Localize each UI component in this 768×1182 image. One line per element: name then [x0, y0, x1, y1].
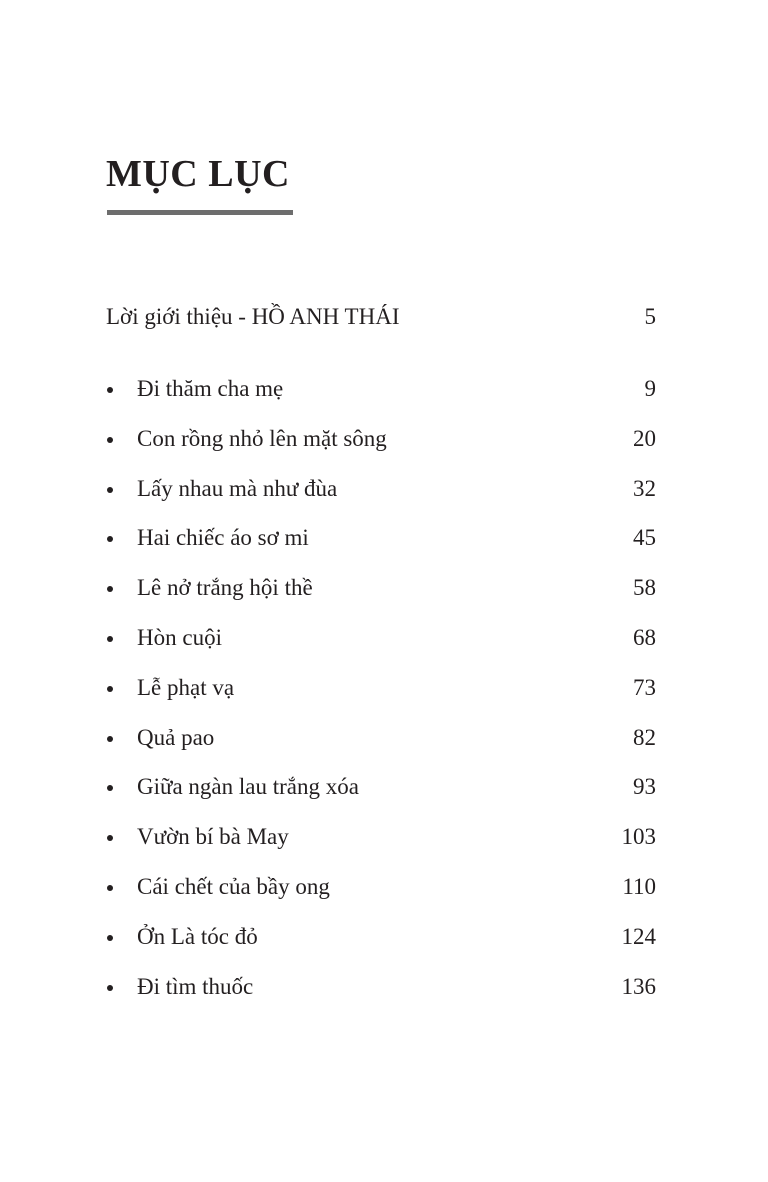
- bullet-icon: [107, 586, 113, 592]
- toc-label: Con rồng nhỏ lên mặt sông: [137, 425, 387, 451]
- toc-label: Giữa ngàn lau trắng xóa: [137, 774, 359, 800]
- bullet-icon: [107, 487, 113, 493]
- toc-label: Đi thăm cha mẹ: [137, 376, 284, 401]
- toc-item[interactable]: [106, 374, 656, 404]
- toc-label: Lê nở trắng hội thề: [137, 575, 313, 601]
- bullet-icon: [107, 686, 113, 692]
- toc-label: Hai chiếc áo sơ mi: [137, 525, 309, 551]
- toc-label: Hòn cuội: [137, 625, 222, 650]
- toc-item[interactable]: [106, 723, 656, 753]
- bullet-icon: [107, 536, 113, 542]
- toc-label: Lễ phạt vạ: [137, 674, 235, 700]
- toc-item[interactable]: [106, 573, 656, 603]
- toc-item[interactable]: [106, 822, 656, 852]
- toc-item[interactable]: [106, 523, 656, 553]
- bullet-icon: [107, 935, 113, 941]
- bullet-icon: [107, 885, 113, 891]
- toc-page-number: 82: [633, 724, 656, 750]
- bullet-icon: [107, 835, 113, 841]
- toc-page-number: 136: [621, 973, 656, 999]
- toc-page-number: 9: [644, 376, 656, 401]
- title-underline: [107, 210, 293, 215]
- toc-label: Đi tìm thuốc: [137, 973, 254, 999]
- toc-page-number: 103: [621, 824, 656, 850]
- bullet-icon: [107, 636, 113, 642]
- toc-item[interactable]: [106, 424, 656, 454]
- toc-page-number: 32: [633, 475, 656, 501]
- toc-page-number: 124: [621, 923, 656, 949]
- toc-page-number: 93: [633, 774, 656, 800]
- page-title: MỤC LỤC: [106, 153, 290, 195]
- bullet-icon: [107, 985, 113, 991]
- bullet-icon: [107, 437, 113, 443]
- toc-page-number: 110: [622, 874, 656, 899]
- toc-page-number: 45: [633, 525, 656, 551]
- toc-page-number: 5: [644, 304, 656, 329]
- toc-label: Cái chết của bầy ong: [137, 874, 330, 899]
- toc-item[interactable]: [106, 673, 656, 703]
- bullet-icon: [107, 387, 113, 393]
- toc-item[interactable]: [106, 872, 656, 902]
- toc-page-number: 73: [633, 674, 656, 700]
- toc-page-number: 58: [633, 575, 656, 601]
- toc-item[interactable]: [106, 772, 656, 802]
- toc-label: Lời giới thiệu - HỒ ANH THÁI: [106, 304, 400, 329]
- bullet-icon: [107, 785, 113, 791]
- toc-label: Vườn bí bà May: [137, 824, 289, 850]
- toc-page-number: 20: [633, 425, 656, 451]
- toc-item[interactable]: [106, 623, 656, 653]
- toc-page-number: 68: [633, 625, 656, 650]
- toc-label: Quả pao: [137, 724, 215, 750]
- toc-item[interactable]: [106, 922, 656, 952]
- bullet-icon: [107, 736, 113, 742]
- toc-item[interactable]: [106, 474, 656, 504]
- toc-intro[interactable]: [106, 302, 656, 332]
- toc-item[interactable]: [106, 972, 656, 1002]
- toc-label: Lấy nhau mà như đùa: [137, 475, 338, 501]
- toc-label: Ởn Là tóc đỏ: [137, 923, 258, 949]
